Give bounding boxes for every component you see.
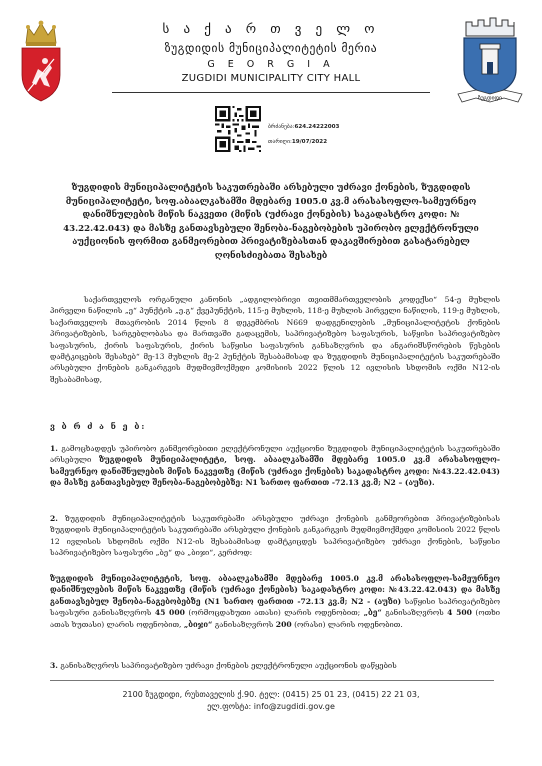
deposit-verb: განისაზღვროს	[385, 608, 444, 618]
document-date	[268, 139, 327, 145]
footer-address: 2100 ზუგდიდი, რუსთაველის ქ.90. ტელ: (0415) 25 01 23, (0415) 22 21 03,	[122, 690, 420, 699]
starting-price-label: საწყისი საპრივატიზებო საფასური განისაზღვროს	[50, 596, 500, 618]
header-cityhall-ka: ზუგდიდის მუნიციპალიტეტის მერია	[164, 41, 378, 55]
clause-2-text: ზუგდიდის მუნიციპალიტეტის საკუთრებაში არსებული უძრავი ქონების განმეორებით პრივატიზებისას ზუგდიდის მუნიციპალიტეტის საკუთრებაში არსებული ქონების განკარგვის მუდმივმოქმედი კომისიის 2022 წლის 12 ივლისის სხდომის ოქმი N12-ის შესაბამისად დამტკიცდეს საპრივატიზებო უძრავი ქონების, საწყისი საპრივატიზებო საფასური „ბე“ და „ბიჯი“, კერძოდ:	[50, 514, 500, 558]
qr-code-icon	[215, 106, 261, 152]
footer-email: ელ.ფოსტა: info@zugdidi.gov.ge	[207, 702, 335, 711]
header-divider	[112, 92, 430, 93]
clause-2-number: 2.	[50, 514, 58, 523]
clause-2	[50, 513, 500, 559]
bid-step-label: „ბიჯი“	[183, 619, 213, 629]
clause-1-text: გამოცხადდეს უპირობო განმეორებითი ელექტრონული აუქციონი ზუგდიდის მუნიციპალიტეტის საკუთრებაში არსებული	[50, 444, 500, 465]
document-title: ზუგდიდის მუნიციპალიტეტის საკუთრებაში არსებული უძრავი ქონების, ზუგდიდის მუნიციპალიტეტი, სოფ.აბაალკახამში მდებარე 1005.0 კვ.მ არასასოფლო-სამეურნეო დანიშნულების მიწის ნაკვეთი (მიწის (უძრავი ქონების) საკადასტრო კოდი: № 43.22.42.043) და მასზე განთავსებული შენობა-ნაგებობების უპირობო ელექტრონული აუქციონის ფორმით განმეორებით პრივატიზებასთან დაკავშირებით გასატარებელ ღონისძიებათა შესახებ	[63, 183, 479, 261]
header-country-ka: ს ა ქ ა რ თ ვ ე ლ ო	[162, 22, 380, 37]
header-country-en: G E O R G I A	[207, 59, 335, 70]
clause-1	[50, 443, 500, 489]
document-date-label: თარიღი:	[268, 139, 292, 145]
clause-2-details	[50, 573, 500, 630]
intro-paragraph: საქართველოს ორგანული კანონის „ადგილობრივი თვითმმართველობის კოდექსი“ 54-ე მუხლის პირველი ნაწილის „ე“ პუნქტის „ე.გ“ ქვეპუნქტის, 115-ე მუხლის, 118-ე მუხლის პირველი ნაწილის, 119-ე მუხლის, საქართველოს მთავრობის 2014 წლის 8 დეკემბრის N669 დადგენილების „მუნიციპალიტეტის ქონების პრივატიზების, სარგებლობასა და მართვაში გადაცემის, საპრივატიზებო საფასურის, საწყისი საპრივატიზებო საფასურის, ქირის საფასურის, ქირის საწყისი საფასურის განსაზღვრის და ანგარიშსწორების წესების დამტკიცების შესახებ“ მე-13 მუხლის მე-2 პუნქტის შესაბამისად და ზუგდიდის მუნიციპალიტეტის საკუთრებაში არსებული ქონების განკარგვის მუდმივმოქმედი კომისიის 2022 წლის 12 ივლისის სხდომის ოქმი N12-ის შესაბამისად,	[50, 295, 500, 384]
header-cityhall-en: ZUGDIDI MUNICIPALITY CITY HALL	[181, 73, 361, 84]
bid-step-words: (ორასი) ლარის ოდენობით.	[294, 619, 403, 629]
footer-divider	[50, 680, 494, 681]
deposit-value: 4 500	[447, 608, 472, 618]
bid-step-verb: განისაზღვროს	[214, 619, 274, 629]
clause-2-property: ზუგდიდის მუნიციპალიტეტის, სოფ. აბაალკახამში მდებარე 1005.0 კვ.მ არასასოფლო-სამეურნეო დანიშნულების მიწის ნაკვეთზე (მიწის (უძრავი ქონების) საკადასტრო კოდი: №43.22.42.043) და მასზე განთავსებულ შენობა-ნაგებობებზე (N1 სართო ფართით -72.13 კვ.მ; N2 - (აუზი)	[50, 574, 500, 606]
starting-price-words: (ორმოცდახუთი ათასი) ლარის ოდენობით;	[188, 608, 361, 618]
decree-heading: ვ ბ რ ძ ა ნ ე ბ:	[50, 421, 147, 431]
clause-3-number: 3.	[50, 661, 58, 670]
document-number	[268, 124, 339, 130]
emblem-ribbon-text: ზუგდიდი	[478, 95, 502, 102]
clause-1-property: ზუგდიდის მუნიციპალიტეტი, სოფ. აბაალკახამში მდებარე 1005.0 კვ.მ არასასოფლო-სამეურნეო დანიშნულების მიწის ნაკვეთზე (მიწის (უძრავი ქონების) საკადასტრო კოდი: №43.22.42.043) და მასზე განთავსებულ შენობა-ნაგებობებზე: N1 სართო ფართით -72.13 კვ.მ; N2 – (აუზი).	[50, 455, 501, 488]
document-number-value: 624.24222003	[294, 124, 340, 130]
deposit-label: „ბე“	[363, 608, 382, 618]
clause-1-number: 1.	[50, 444, 58, 453]
bid-step-value: 200	[275, 619, 292, 629]
clause-3-text: განისაზღვროს საპრივატიზებო უძრავი ქონების ელექტრონული აუქციონის დაწყების	[60, 661, 397, 670]
starting-price-value: 45 000	[154, 608, 185, 618]
clause-3	[50, 660, 500, 671]
document-date-value: 19/07/2022	[291, 139, 328, 145]
document-number-label: ბრძანება:	[268, 124, 295, 130]
deposit-words: (ოთხი ათას ხუთასი) ლარის ოდენობით,	[50, 608, 501, 629]
